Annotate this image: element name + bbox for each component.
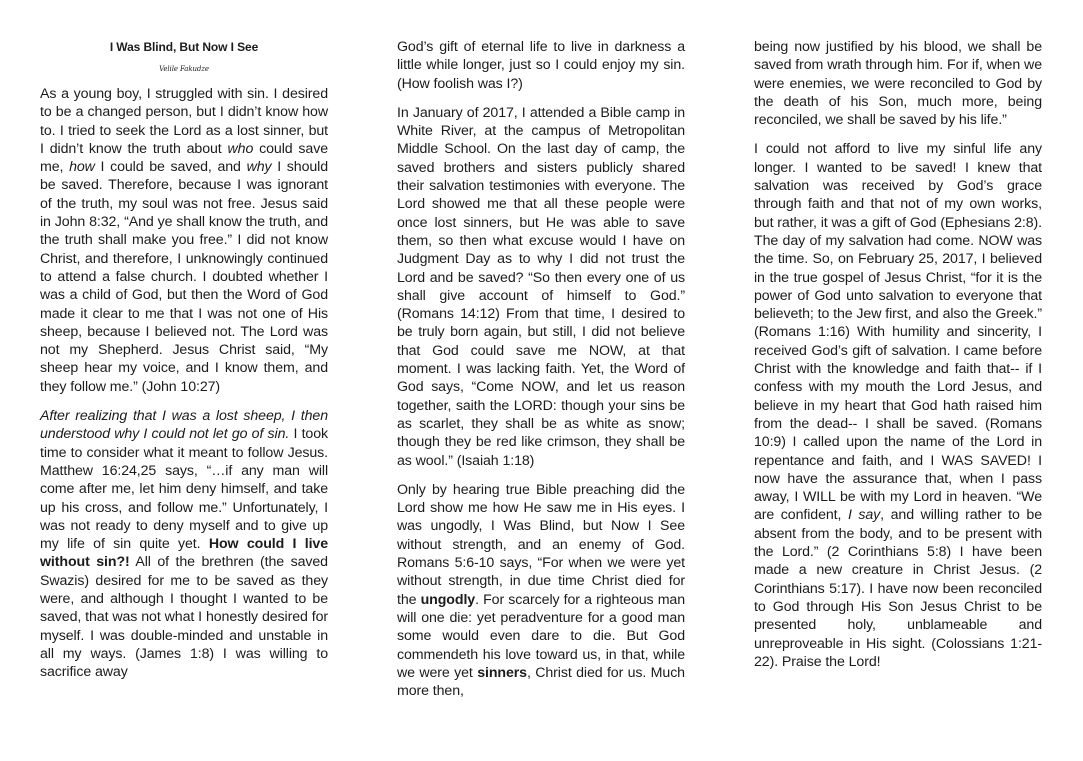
italic-text: After realizing that I was a lost sheep, I then understood why I could not let go of sin.: [40, 408, 328, 443]
column-2: [397, 38, 685, 711]
italic-text: who: [227, 140, 254, 157]
bold-text: How could I live without sin?!: [40, 536, 328, 571]
article-title: I Was Blind, But Now I See: [109, 40, 259, 54]
text-run: being now justified by his blood, we shall be saved from wrath through him. For if, when we were enemies, we were reconciled to God by the death of his Son, much more, being reconciled, we shall be saved by his life.”: [754, 39, 1042, 129]
text-run: could save me,: [40, 140, 329, 176]
text-run: Only by hearing true Bible preaching did the Lord show me how He saw me in His eyes. I was ungodly, I Was Blind, but Now I See without strength, and an enemy of God. Romans 5:6-10 says, “For when we were yet without strength, in due time Christ died for the: [397, 481, 685, 608]
text-run: All of the brethren (the saved Swazis) desired for me to be saved as they were, and although I thought I wanted to be saved, that was not what I honestly desired for myself. I was double-minded and unstable in all my ways. (James 1:8) I was willing to sacrifice away: [40, 554, 328, 681]
paragraph: [40, 407, 328, 681]
text-run: I should be saved. Therefore, because I was ignorant of the truth, my soul was not free. Jesus said in John 8:32, “And ye shall know the truth, and the truth shall make you free.” I did not know Christ, and therefore, I unknowingly continued to attend a false church. I doubted whether I was a child of God, but then the Word of God made it clear to me that I was not one of His sheep, because I believed not. The Lord was not my Shepherd. Jesus Christ said, “My sheep hear my voice, and I know them, and they follow me.” (John 10:27): [40, 159, 328, 395]
text-run: , Christ died for us. Much more then,: [397, 664, 685, 700]
text-run: I could not afford to live my sinful life any longer. I wanted to be saved! I knew that salvation was received by God’s grace through faith and that not of my own works, but rather, it was a gift of God (Ephesians 2:8). The day of my salvation had come. NOW was the time. So, on February 25, 2017, I believed in the true gospel of Jesus Christ, “for it is the power of God unto salvation to everyone that believeth; to the Jew first, and also the Greek.” (Romans 1:16) With humility and sincerity, I received God’s gift of salvation. I came before Christ with the knowledge and faith that-- if I confess with my mouth the Lord Jesus, and believe in my heart that God hath raised him from the dead-- I shall be saved. (Romans 10:9) I called upon the name of the Lord in repentance and faith, and I WAS SAVED! I now have the assurance that, when I pass away, I WILL be with my Lord in heaven. “We are confident,: [754, 141, 1042, 524]
article-author: Velile Fakudze: [159, 65, 209, 73]
italic-text: why: [246, 159, 272, 176]
paragraph: [40, 85, 328, 396]
paragraph: [397, 481, 685, 701]
text-run: I took time to consider what it meant to follow Jesus. Matthew 16:24,25 says, “…if any man will come after me, let him deny himself, and take up his cross, and follow me.” Unfortunately, I was not ready to deny myself and to give up my life of sin quite yet.: [40, 426, 328, 553]
text-run: . For scarcely for a righteous man will one die: yet peradventure for a good man some would even dare to die. But God commendeth his love toward us, in that, while we were yet: [397, 591, 686, 681]
text-run: God’s gift of eternal life to live in darkness a little while longer, just so I could enjoy my sin. (How foolish was I?): [397, 39, 685, 92]
text-run: I could be saved, and: [94, 159, 247, 176]
text-run: In January of 2017, I attended a Bible camp in White River, at the campus of Metropolitan Middle School. On the last day of camp, the saved brothers and sisters publicly shared their salvation testimonies with everyone. The Lord showed me that all these people were once lost sinners, but He was able to save them, so then what excuse would I have on Judgment Day as to why I did not trust the Lord and be saved? “So then every one of us shall give account of himself to God.” (Romans 14:12) From that time, I desired to be truly born again, but still, I did not believe that God could save me NOW, at that moment. I was lacking faith. Yet, the Word of God says, “Come NOW, and let us reason together, saith the LORD: though your sins be as scarlet, they shall be as white as snow; though they be red like crimson, they shall be as wool.” (Isaiah 1:18): [397, 104, 685, 469]
bold-text: sinners: [477, 664, 527, 681]
paragraph: [754, 38, 1042, 129]
italic-text: how: [69, 159, 95, 176]
paragraph: [397, 38, 685, 93]
text-run: , and willing rather to be absent from the body, and to be present with the Lord.” (2 Corinthians 5:8) I have been made a new creature in Christ Jesus. (2 Corinthians 5:17). I have now been reconciled to God through His Son Jesus Christ to be presented holy, unblameable and unreproveable in His sight. (Colossians 1:21-22). Praise the Lord!: [754, 507, 1042, 670]
italic-text: I say: [847, 507, 881, 524]
text-run: As a young boy, I struggled with sin. I desired to be a changed person, but I didn’t know how to. I tried to seek the Lord as a lost sinner, but I didn’t know the truth about: [40, 86, 328, 157]
column-1: [40, 40, 328, 693]
bold-text: ungodly: [420, 591, 476, 608]
paragraph: [397, 104, 685, 470]
paragraph: [754, 140, 1042, 671]
column-3: [754, 38, 1042, 682]
